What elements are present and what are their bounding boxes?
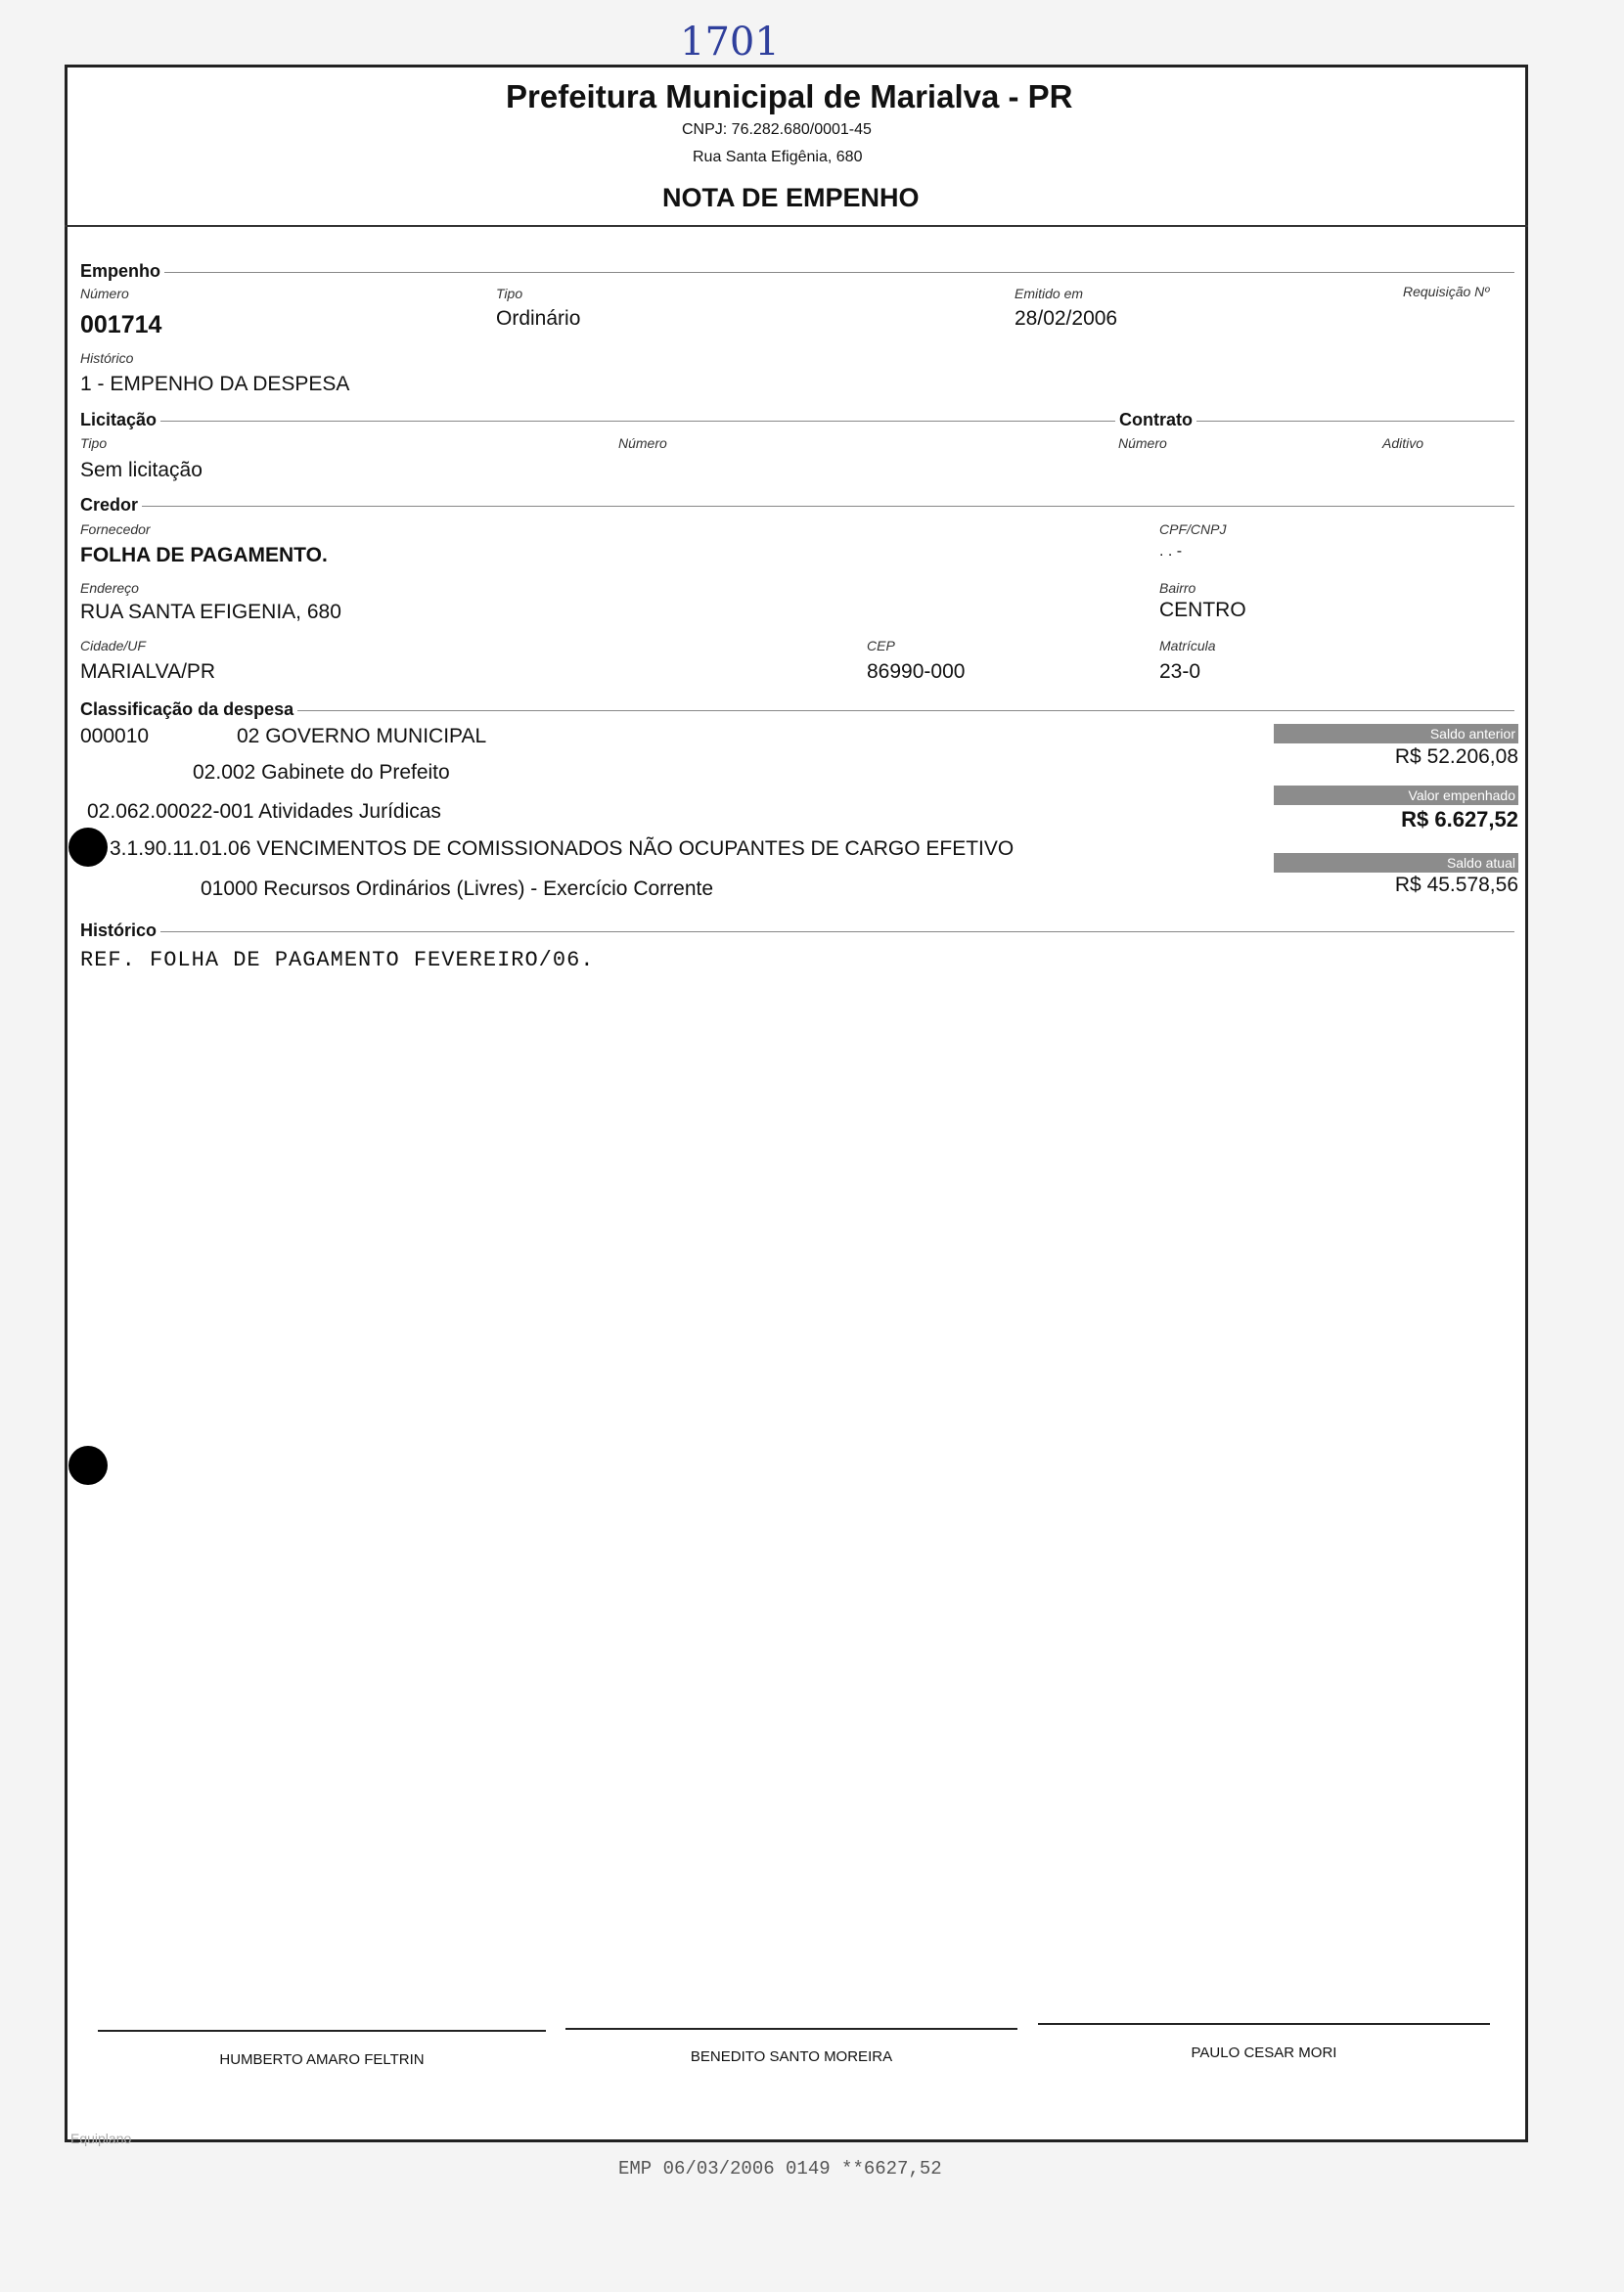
- fornecedor-value: FOLHA DE PAGAMENTO.: [80, 544, 328, 566]
- handwritten-page-number: 1701: [680, 20, 780, 65]
- requisicao-label: Requisição Nº: [1403, 284, 1490, 299]
- signature-name: BENEDITO SANTO MOREIRA: [690, 2048, 893, 2065]
- licitacao-section-title: Licitação: [80, 410, 160, 430]
- empenho-numero-label: Número: [80, 286, 129, 301]
- cep-label: CEP: [867, 638, 895, 653]
- fornecedor-label: Fornecedor: [80, 521, 151, 537]
- cnpj-text: CNPJ: 76.282.680/0001-45: [682, 121, 872, 138]
- software-watermark: Equiplano: [70, 2131, 132, 2146]
- credor-rule: [80, 506, 1514, 507]
- emitido-label: Emitido em: [1015, 286, 1084, 301]
- signature-name: HUMBERTO AMARO FELTRIN: [219, 2051, 425, 2068]
- licitacao-tipo-label: Tipo: [80, 435, 108, 451]
- emitido-date: 28/02/2006: [1015, 307, 1118, 330]
- header-divider: [65, 225, 1528, 227]
- address-text: Rua Santa Efigênia, 680: [693, 149, 863, 165]
- classificacao-line2: 02.002 Gabinete do Prefeito: [193, 761, 450, 784]
- matricula-value: 23-0: [1159, 660, 1201, 683]
- saldo-anterior-label: Saldo anterior: [1274, 724, 1518, 743]
- valor-empenhado-label: Valor empenhado: [1274, 786, 1518, 805]
- saldo-atual-value: R$ 45.578,56: [1394, 874, 1518, 896]
- classificacao-line5: 01000 Recursos Ordinários (Livres) - Exercício Corrente: [201, 877, 714, 900]
- historico-rule: [80, 931, 1514, 932]
- classificacao-line4: 3.1.90.11.01.06 VENCIMENTOS DE COMISSIONADOS NÃO OCUPANTES DE CARGO EFETIVO: [110, 837, 1015, 860]
- credor-section-title: Credor: [80, 495, 142, 516]
- contrato-aditivo-label: Aditivo: [1382, 435, 1424, 451]
- mechanical-stamp: EMP 06/03/2006 0149 **6627,52: [618, 2158, 942, 2180]
- empenho-historico: 1 - EMPENHO DA DESPESA: [80, 373, 350, 395]
- historico-text: REF. FOLHA DE PAGAMENTO FEVEREIRO/06.: [80, 948, 595, 972]
- saldo-atual-label: Saldo atual: [1274, 853, 1518, 873]
- matricula-label: Matrícula: [1159, 638, 1216, 653]
- licitacao-numero-label: Número: [618, 435, 667, 451]
- document-type: NOTA DE EMPENHO: [662, 183, 920, 212]
- page-title: Prefeitura Municipal de Marialva - PR: [506, 78, 1073, 114]
- signature-line: [565, 2028, 1017, 2030]
- cidade-value: MARIALVA/PR: [80, 660, 216, 683]
- saldo-anterior-value: R$ 52.206,08: [1394, 745, 1518, 768]
- punch-hole: [68, 828, 108, 867]
- contrato-section-title: Contrato: [1115, 410, 1196, 430]
- empenho-tipo: Ordinário: [496, 307, 581, 330]
- signature-line: [1038, 2023, 1490, 2025]
- classificacao-line1: 02 GOVERNO MUNICIPAL: [237, 725, 487, 747]
- licitacao-rule: [80, 421, 1514, 422]
- signature-name: PAULO CESAR MORI: [1191, 2045, 1337, 2061]
- punch-hole: [68, 1446, 108, 1485]
- contrato-numero-label: Número: [1118, 435, 1167, 451]
- signature-line: [98, 2030, 546, 2032]
- classificacao-line3: 02.062.00022-001 Atividades Jurídicas: [87, 800, 441, 823]
- cpf-value: . . -: [1159, 543, 1183, 560]
- licitacao-tipo: Sem licitação: [80, 459, 203, 481]
- classificacao-section-title: Classificação da despesa: [80, 699, 297, 720]
- endereco-value: RUA SANTA EFIGENIA, 680: [80, 601, 341, 623]
- cep-value: 86990-000: [867, 660, 966, 683]
- bairro-label: Bairro: [1159, 580, 1196, 596]
- classificacao-code: 000010: [80, 725, 150, 747]
- valor-empenhado-value: R$ 6.627,52: [1401, 807, 1518, 831]
- bairro-value: CENTRO: [1159, 599, 1246, 621]
- empenho-section-title: Empenho: [80, 261, 164, 282]
- empenho-numero: 001714: [80, 311, 162, 338]
- cpf-label: CPF/CNPJ: [1159, 521, 1227, 537]
- empenho-tipo-label: Tipo: [496, 286, 523, 301]
- endereco-label: Endereço: [80, 580, 139, 596]
- empenho-rule: [80, 272, 1514, 273]
- historico-section-title: Histórico: [80, 921, 160, 941]
- empenho-historico-label: Histórico: [80, 350, 134, 366]
- cidade-label: Cidade/UF: [80, 638, 146, 653]
